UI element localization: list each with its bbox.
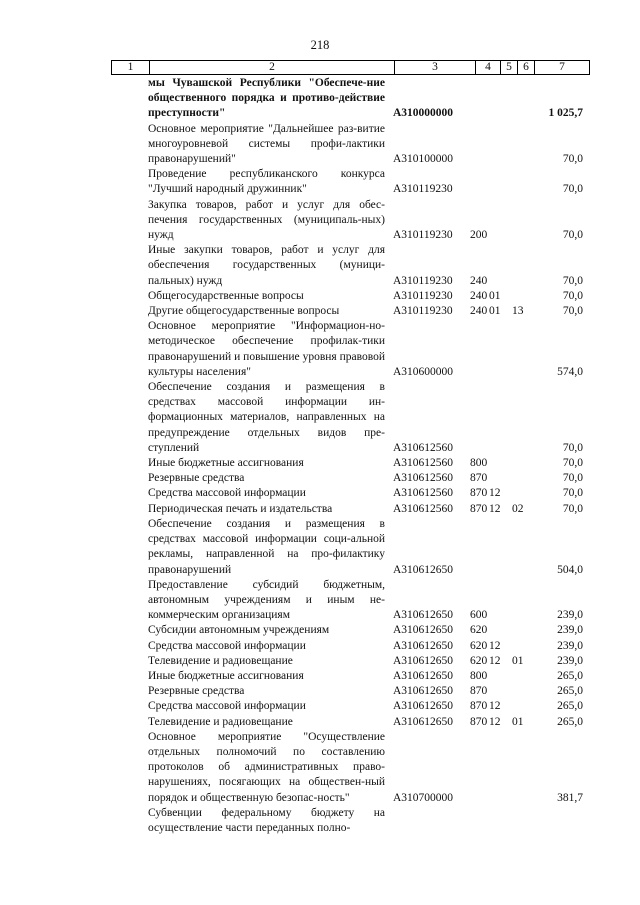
row-amount: 504,0: [557, 563, 583, 576]
table-row: [111, 699, 585, 714]
row-amount: 239,0: [557, 654, 583, 667]
row-expense-type: 870: [470, 502, 488, 515]
row-amount: 265,0: [557, 715, 583, 728]
row-target-article: А310119230: [393, 183, 453, 196]
row-target-article: А310612560: [393, 472, 454, 485]
row-expense-type: 620: [470, 654, 488, 667]
row-name: Субвенции федеральному бюджету на осуществление части переданных полно-: [148, 806, 385, 834]
table-row: [111, 167, 585, 197]
row-target-article: А310119230: [393, 305, 453, 318]
table-row: [111, 654, 585, 669]
row-name: Основное мероприятие "Дальнейшее раз-витие многоуровневой системы профи-лактики правонарушений": [148, 122, 385, 166]
row-expense-type: 870: [470, 715, 488, 728]
row-name: Основное мероприятие "Информацион-но-методическое обеспечение профилак-тики правонарушений и повышение уровня правовой культуры населения": [148, 320, 385, 378]
row-amount: 70,0: [562, 289, 583, 302]
row-amount: 1 025,7: [548, 107, 583, 120]
row-expense-type: 870: [470, 685, 488, 698]
header-col-5: 5: [501, 61, 518, 75]
row-target-article: А310612650: [393, 654, 454, 667]
table-row: [111, 456, 585, 471]
table-row: [111, 289, 585, 304]
row-amount: 70,0: [562, 472, 583, 485]
row-name: мы Чувашской Республики "Обеспече-ние общественного порядка и противо-действие преступности": [148, 77, 385, 120]
row-expense-type: 870: [470, 472, 488, 485]
table-row: [111, 669, 585, 684]
row-subsection: 02: [512, 502, 524, 515]
table-header: [111, 60, 590, 75]
row-amount: 70,0: [562, 457, 583, 470]
row-expense-type: 240: [470, 289, 488, 302]
header-col-6: 6: [518, 61, 535, 75]
row-amount: 239,0: [557, 624, 583, 637]
row-target-article: А310612650: [393, 639, 454, 652]
row-target-article: А310612560: [393, 441, 454, 454]
row-expense-type: 600: [470, 609, 488, 622]
row-section: 12: [489, 654, 501, 667]
table-row: [111, 684, 585, 699]
row-target-article: А310612560: [393, 487, 454, 500]
header-col-4: 4: [476, 61, 501, 75]
row-amount: 381,7: [557, 791, 583, 804]
row-name: Общегосударственные вопросы: [148, 289, 304, 302]
row-name: Периодическая печать и издательства: [148, 502, 333, 515]
row-amount: 70,0: [562, 305, 583, 318]
row-name: Средства массовой информации: [148, 700, 306, 713]
row-expense-type: 240: [470, 274, 488, 287]
row-subsection: 13: [512, 305, 524, 318]
row-amount: 239,0: [557, 639, 583, 652]
row-target-article: А310612650: [393, 685, 454, 698]
row-section: 12: [489, 502, 501, 515]
row-target-article: А310612650: [393, 624, 454, 637]
table-row: [111, 76, 585, 122]
table-row: [111, 380, 585, 456]
table-row: [111, 243, 585, 289]
row-name: Телевидение и радиовещание: [148, 715, 293, 728]
row-target-article: А310612650: [393, 609, 454, 622]
row-expense-type: 620: [470, 639, 488, 652]
row-amount: 70,0: [562, 487, 583, 500]
row-subsection: 01: [512, 715, 524, 728]
row-target-article: А310612650: [393, 669, 454, 682]
row-target-article: А310119230: [393, 289, 453, 302]
row-name: Иные закупки товаров, работ и услуг для обеспечения государственных (муници-пальных) нужд: [148, 244, 385, 287]
row-expense-type: 200: [470, 229, 488, 242]
row-section: 12: [489, 487, 501, 500]
row-amount: 239,0: [557, 609, 583, 622]
row-amount: 70,0: [562, 441, 583, 454]
row-name: Предоставление субсидий бюджетным, автономным учреждениям и иным не-коммерческим организациям: [148, 578, 385, 622]
row-name: Основное мероприятие "Осуществление отдельных полномочий по составлению протоколов об административных право-нарушениях, посягающих на обществен-ный порядок и общественную безопас-ность": [148, 730, 385, 804]
row-target-article: А310600000: [393, 365, 454, 378]
row-name: Обеспечение создания и размещения в средствах массовой информации соци-альной рекламы, направленной на про-филактику правонарушений: [148, 517, 385, 576]
row-expense-type: 870: [470, 487, 488, 500]
row-name: Обеспечение создания и размещения в средствах массовой информации ин-формационных материалов, направленных на предупреждение отдельных видов пре-ступлений: [148, 381, 385, 454]
table-row: [111, 198, 585, 244]
row-amount: 265,0: [557, 685, 583, 698]
row-name: Средства массовой информации: [148, 487, 306, 500]
row-target-article: А310000000: [393, 107, 454, 120]
row-amount: 70,0: [562, 502, 583, 515]
row-target-article: А310119230: [393, 274, 453, 287]
row-target-article: А310100000: [393, 153, 454, 166]
row-amount: 70,0: [562, 229, 583, 242]
row-name: Проведение республиканского конкурса "Лучший народный дружинник": [148, 168, 385, 196]
row-name: Субсидии автономным учреждениям: [148, 624, 330, 637]
row-target-article: А310612650: [393, 563, 454, 576]
row-expense-type: 800: [470, 457, 488, 470]
page-number: 218: [310, 38, 330, 52]
row-target-article: А310612560: [393, 502, 454, 515]
table-row: [111, 486, 585, 501]
row-section: 12: [489, 639, 501, 652]
row-target-article: А310119230: [393, 229, 453, 242]
row-section: 12: [489, 700, 501, 713]
row-name: Резервные средства: [148, 472, 245, 485]
table-row: [111, 502, 585, 517]
row-name: Телевидение и радиовещание: [148, 654, 293, 667]
table-row: [111, 730, 585, 806]
row-amount: 70,0: [562, 153, 583, 166]
header-col-3: 3: [395, 61, 476, 75]
table-row: [111, 715, 585, 730]
table-row: [111, 806, 585, 836]
table-row: [111, 319, 585, 380]
row-subsection: 01: [512, 654, 524, 667]
row-expense-type: 240: [470, 305, 488, 318]
table-row: [111, 623, 585, 638]
header-col-7: 7: [535, 61, 590, 75]
table-row: [111, 304, 585, 319]
row-expense-type: 620: [470, 624, 488, 637]
table-row: [111, 122, 585, 168]
row-name: Иные бюджетные ассигнования: [148, 457, 304, 470]
row-amount: 574,0: [557, 365, 583, 378]
table-row: [111, 471, 585, 486]
row-target-article: А310612560: [393, 457, 454, 470]
header-col-1: 1: [112, 61, 150, 75]
row-amount: 265,0: [557, 700, 583, 713]
row-name: Средства массовой информации: [148, 639, 306, 652]
row-name: Другие общегосударственные вопросы: [148, 305, 340, 318]
header-col-2: 2: [150, 61, 395, 75]
row-section: 12: [489, 715, 501, 728]
row-target-article: А310612650: [393, 700, 454, 713]
row-amount: 70,0: [562, 274, 583, 287]
table-row: [111, 517, 585, 578]
row-name: Резервные средства: [148, 685, 245, 698]
row-name: Иные бюджетные ассигнования: [148, 669, 304, 682]
table-body: [111, 76, 585, 836]
table-row: [111, 639, 585, 654]
row-amount: 70,0: [562, 183, 583, 196]
row-expense-type: 870: [470, 700, 488, 713]
row-name: Закупка товаров, работ и услуг для обес-печения государственных (муниципаль-ных) нужд: [148, 198, 385, 242]
table-row: [111, 578, 585, 624]
row-amount: 265,0: [557, 669, 583, 682]
row-section: 01: [489, 289, 501, 302]
row-section: 01: [489, 305, 501, 318]
row-target-article: А310700000: [393, 791, 454, 804]
row-target-article: А310612650: [393, 715, 454, 728]
row-expense-type: 800: [470, 669, 488, 682]
